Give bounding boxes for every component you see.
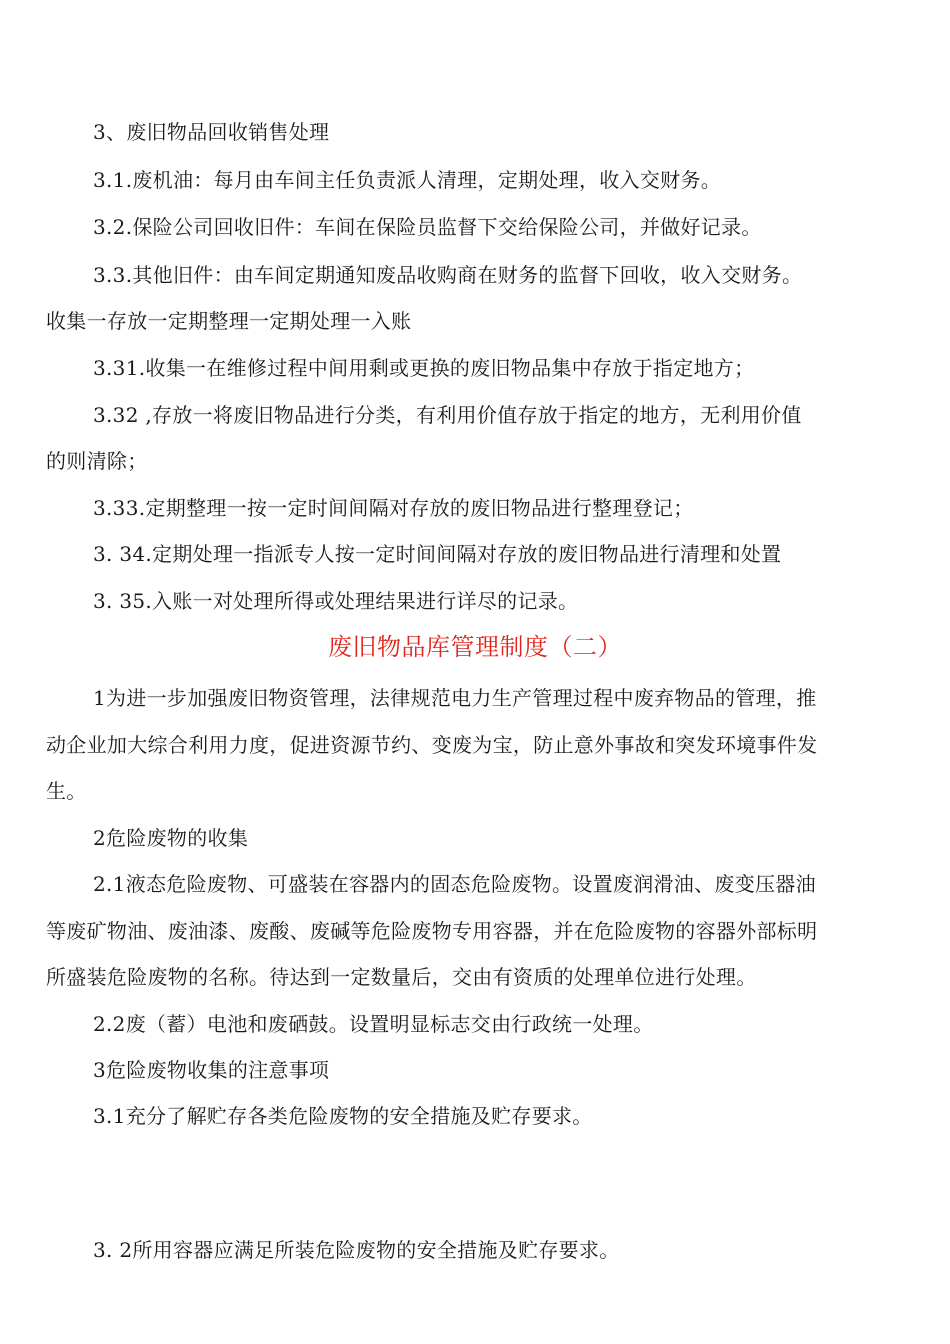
item-2-2: 2.2废（蓄）电池和废硒鼓。设置明显标志交由行政统一处理。 [93, 1012, 654, 1036]
item-3-33: 3.33.定期整理一按一定时间间隔对存放的废旧物品进行整理登记； [93, 496, 694, 520]
item-2-1: 2.1液态危险废物、可盛装在容器内的固态危险废物。设置废润滑油、废变压器油 [93, 872, 816, 896]
item-3-3: 3.3.其他旧件：由车间定期通知废品收购商在财务的监督下回收，收入交财务。 [93, 263, 803, 287]
item-3b-1: 3.1充分了解贮存各类危险废物的安全措施及贮存要求。 [93, 1104, 593, 1128]
item-3-1: 3.1.废机油：每月由车间主任负责派人清理，定期处理，收入交财务。 [93, 168, 722, 192]
section-3b-heading: 3危险废物收集的注意事项 [93, 1058, 330, 1082]
section-title: 废旧物品库管理制度（二） [328, 633, 622, 661]
item-3-31: 3.31.收集一在维修过程中间用剩或更换的废旧物品集中存放于指定地方； [93, 356, 755, 380]
item-2-1-end: 所盛装危险废物的名称。待达到一定数量后，交由有资质的处理单位进行处理。 [46, 965, 757, 989]
section-2-heading: 2危险废物的收集 [93, 826, 249, 850]
item-3-35: 3. 35.入账一对处理所得或处理结果进行详尽的记录。 [93, 589, 579, 613]
item-3-34: 3. 34.定期处理一指派专人按一定时间间隔对存放的废旧物品进行清理和处置 [93, 542, 782, 566]
section-3-heading: 3、废旧物品回收销售处理 [93, 120, 330, 144]
para-1-end: 生。 [46, 779, 87, 803]
item-3-32: 3.32 ,存放一将废旧物品进行分类，有利用价值存放于指定的地方，无利用价值 [93, 403, 802, 427]
process-flow: 收集一存放一定期整理一定期处理一入账 [46, 309, 412, 333]
item-3-32-cont: 的则清除； [46, 449, 148, 473]
para-1: 1为进一步加强废旧物资管理，法律规范电力生产管理过程中废弃物品的管理，推 [93, 686, 817, 710]
item-3b-2: 3. 2所用容器应满足所装危险废物的安全措施及贮存要求。 [93, 1238, 620, 1262]
para-1-cont: 动企业加大综合利用力度，促进资源节约、变废为宝，防止意外事故和突发环境事件发 [46, 733, 818, 757]
item-3-2: 3.2.保险公司回收旧件：车间在保险员监督下交给保险公司，并做好记录。 [93, 215, 762, 239]
item-2-1-cont: 等废矿物油、废油漆、废酸、废碱等危险废物专用容器，并在危险废物的容器外部标明 [46, 919, 818, 943]
